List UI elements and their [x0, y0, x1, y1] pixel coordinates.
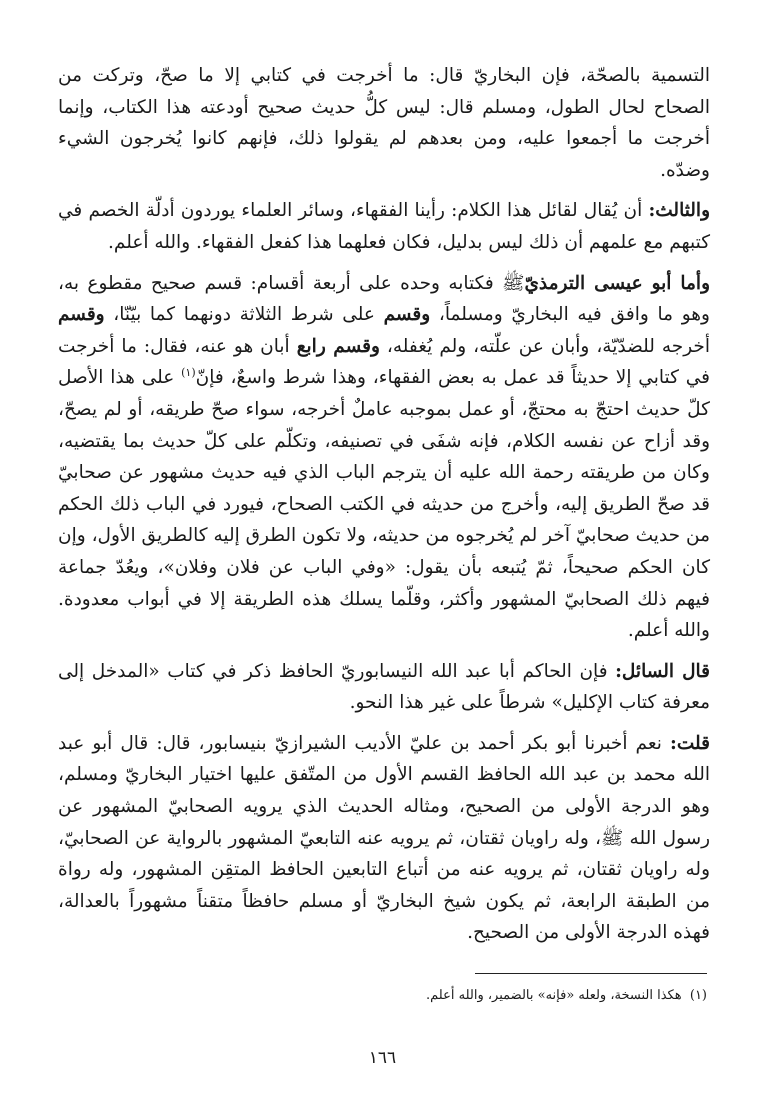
paragraph-2 [58, 195, 710, 258]
footnote [55, 985, 707, 1007]
paragraph-3-section-4-label: وقسم رابع [296, 335, 380, 357]
honorific-glyph: ﷺ [502, 272, 525, 294]
footnote-text: هكذا النسخة، ولعله «فإنه» بالضمير، والله أعلم. [426, 988, 682, 1003]
paragraph-5-text-b: ، وله راويان ثقتان، ثم يرويه عنه التابعيّ المشهور بالرواية عن الصحابيّ، وله راويان ثقتان، ثم يرويه عنه من أتباع التابعين الحافظ المتقِن المشهور، وله رواة من الطبقة الرابعة، ثم يكون شيخ البخاريّ أو مسلم حافظاً متقناً مشهوراً بالعدالة، فهذه الدرجة الأولى من الصحيح. [58, 827, 711, 944]
paragraph-3-text-e: على هذا الأصل كلّ حديث احتجّ به محتجّ، أو عمل بموجبه عاملٌ أخرجه، سواء صحّ طريقه، أو لم يصحّ، وقد أزاح عن نفسه الكلام، فإنه شفَى في تصنيفه، وتكلّم على كلّ حديث بما يقتضيه، وكان من طريقته رحمة الله عليه أن يترجم الباب الذي فيه حديث مشهور عن صحابيّ قد صحّ الطريق إليه، وأخرج من حديثه في الكتب الصحاح، فيورد في الباب ذلك الحكم من حديث صحابيّ آخر لم يُخرجوه من حديثه، ولا تكون الطرق إليه كالطريق الأول، وإن كان الحكم صحيحاً، ثمّ يُتبعه بأن يقول: «وفي الباب عن فلان وفلان»، ويعُدّ جماعة فيهم ذلك الصحابيّ المشهور وأكثر، وقلّما يسلك هذه الطريقة إلا في أبواب معدودة. والله أعلم. [58, 367, 710, 642]
page-body [58, 60, 710, 949]
paragraph-1 [58, 60, 710, 186]
footnote-separator [475, 973, 707, 974]
paragraph-3-text-c: أخرجه للضدّيّة، وأبان عن علّته، ولم يُغفله، [379, 335, 711, 357]
paragraph-2-heading: والثالث: [648, 200, 710, 222]
paragraph-3-text-a: فكتابه وحده على أربعة أقسام: قسم صحيح مقطوع به، وهو ما وافق فيه البخاريّ ومسلماً، [58, 272, 710, 326]
paragraph-3-heading: وأما أبو عيسى الترمذيّ [524, 272, 711, 294]
footnote-reference[interactable]: (١) [181, 366, 196, 380]
paragraph-3-text-b: على شرط الثلاثة دونهما كما بيّنّا، [104, 304, 384, 326]
paragraph-3-text-d: أبان هو عنه، فقال: ما أخرجت في كتابي إلا حديثاً قد عمل به بعض الفقهاء، وهذا شرط واسعٌ، فإنّ [58, 335, 710, 389]
paragraph-1-text: التسمية بالصحّة، فإن البخاريّ قال: ما أخرجت في كتابي إلا ما صحّ، وتركت من الصحاح لحال الطول، ومسلم قال: ليس كلُّ حديث صحيح أودعته هذا الكتاب، وإنما أخرجت ما أجمعوا عليه، ومن بعدهم لم يقولوا ذلك، فإنهم كانوا يُخرجون الشيء وضدّه. [58, 65, 710, 181]
paragraph-3 [58, 268, 710, 647]
salawat-glyph: ﷺ [601, 827, 624, 849]
paragraph-4-heading: قال السائل: [615, 660, 710, 682]
paragraph-5-text-a: نعم أخبرنا أبو بكر أحمد بن عليّ الأديب الشيرازيّ بنيسابور، قال: قال أبو عبد الله محمد بن عبد الله الحافظ القسم الأول من المتّفق عليها اختيار البخاريّ ومسلم، وهو الدرجة الأولى من الصحيح، ومثاله الحديث الذي يرويه الصحابيّ المشهور عن رسول الله [58, 732, 711, 849]
paragraph-5 [58, 728, 710, 949]
paragraph-5-heading: قلت: [670, 732, 710, 754]
paragraph-3-section-2-label: وقسم [383, 304, 431, 326]
paragraph-4 [58, 656, 710, 719]
page-number: ١٦٦ [368, 1048, 397, 1068]
footnote-marker: (١) [689, 988, 707, 1003]
paragraph-3-section-3-label: وقسم [58, 304, 105, 326]
paragraph-2-text: أن يُقال لقائل هذا الكلام: رأينا الفقهاء، وسائر العلماء يوردون أدلّة الخصم في كتبهم مع علمهم أن ذلك ليس بدليل، فكان فعلهما هذا كفعل الفقهاء. والله أعلم. [58, 200, 710, 253]
paragraph-4-text: فإن الحاكم أبا عبد الله النيسابوريّ الحافظ ذكر في كتاب «المدخل إلى معرفة كتاب الإكليل» شرطاً على غير هذا النحو. [58, 660, 710, 714]
